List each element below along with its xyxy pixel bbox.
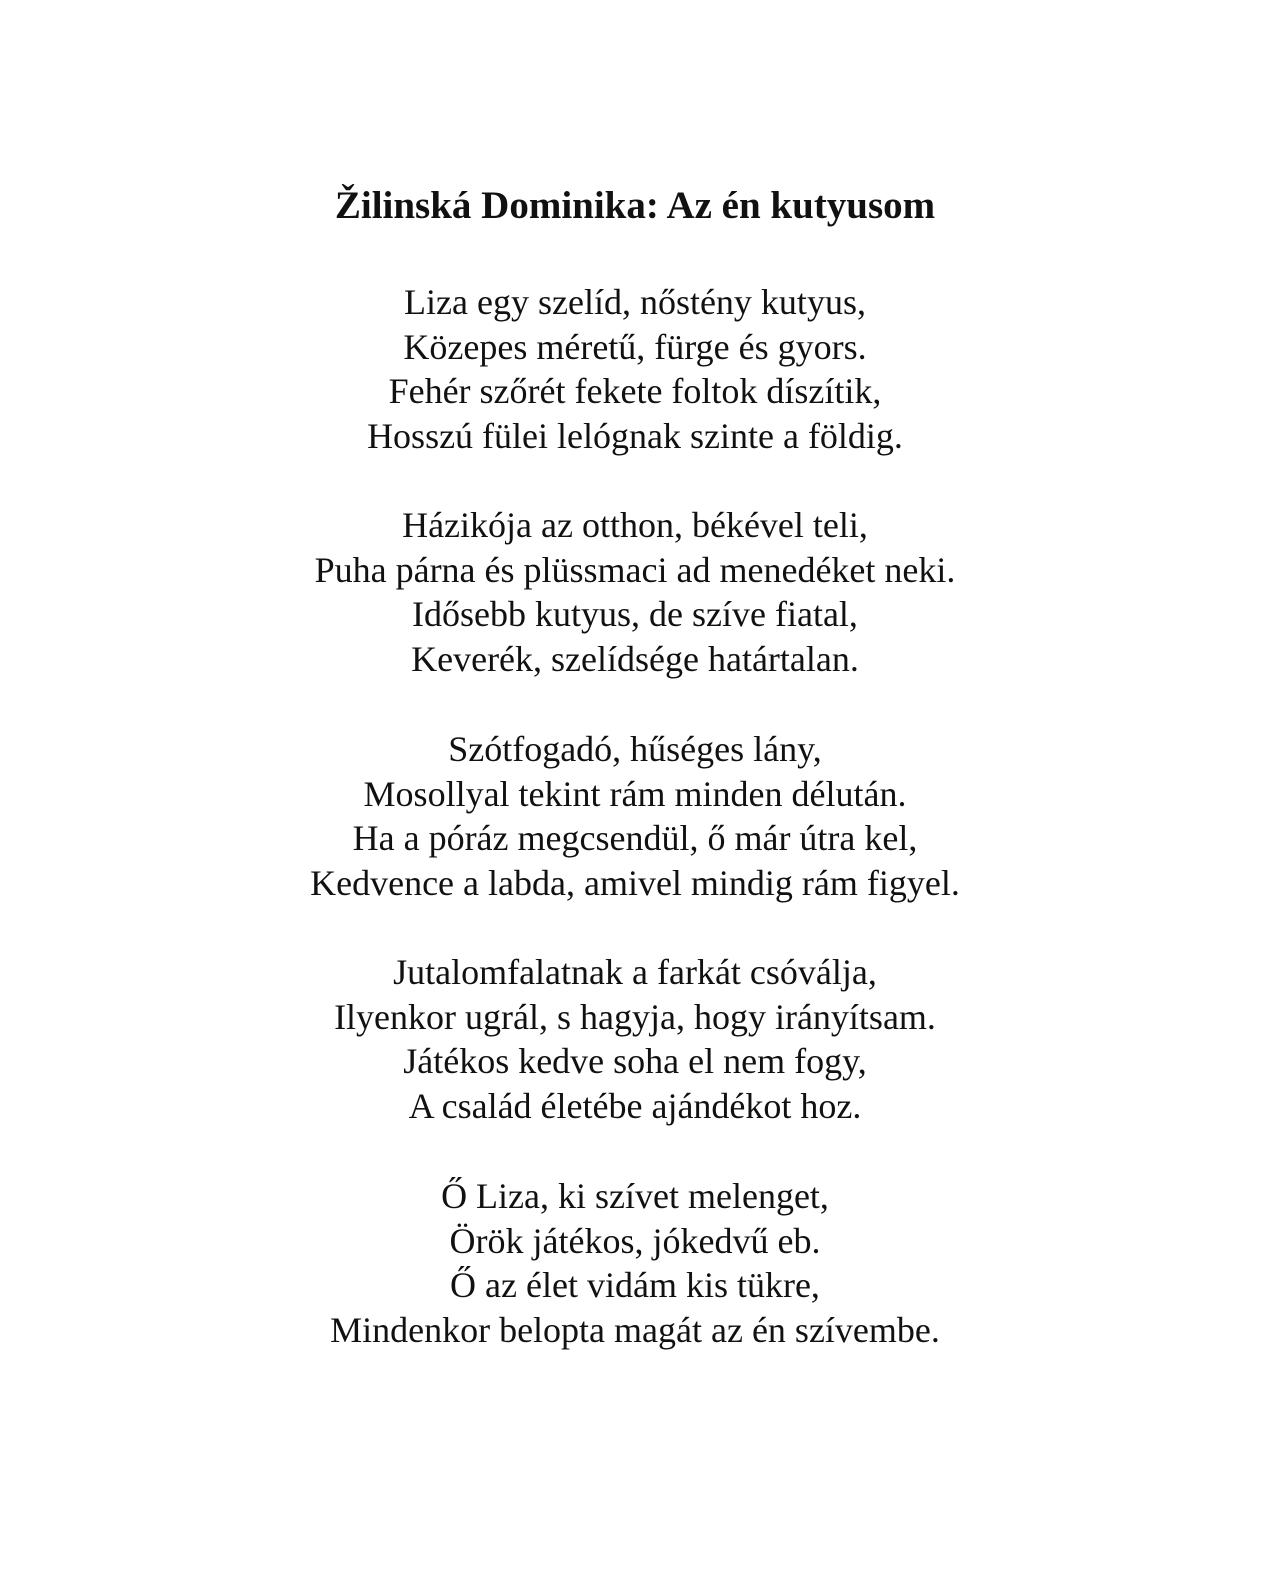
poem-title: Žilinská Dominika: Az én kutyusom bbox=[334, 184, 936, 227]
stanza-line: Örök játékos, jókedvű eb. bbox=[449, 1220, 821, 1261]
stanza-line: Fehér szőrét fekete foltok díszítik, bbox=[388, 371, 882, 411]
stanza-line: Ő az élet vidám kis tükre, bbox=[450, 1265, 820, 1305]
stanza-line: Házikója az otthon, békével teli, bbox=[402, 505, 868, 545]
stanza-line: Idősebb kutyus, de szíve fiatal, bbox=[412, 594, 858, 634]
stanza-line: Liza egy szelíd, nőstény kutyus, bbox=[404, 282, 866, 322]
stanza-line: Ilyenkor ugrál, s hagyja, hogy irányítsam. bbox=[334, 996, 936, 1037]
stanza-line: Ha a póráz megcsendül, ő már útra kel, bbox=[352, 818, 918, 858]
stanza-line: Mosollyal tekint rám minden délután. bbox=[363, 773, 907, 814]
stanza-line: A család életébe ajándékot hoz. bbox=[408, 1085, 862, 1126]
stanza-line: Kedvence a labda, amivel mindig rám figyel. bbox=[310, 862, 960, 903]
stanza-line: Szótfogadó, hűséges lány, bbox=[448, 729, 822, 769]
stanza-1 bbox=[0, 280, 1270, 458]
stanza-line: Puha párna és plüssmaci ad menedéket neki. bbox=[314, 549, 956, 590]
stanza-line: Jutalomfalatnak a farkát csóválja, bbox=[393, 952, 877, 992]
stanza-line: Közepes méretű, fürge és gyors. bbox=[403, 326, 867, 367]
stanza-2 bbox=[0, 503, 1270, 681]
stanza-4 bbox=[0, 950, 1270, 1128]
stanza-5 bbox=[0, 1174, 1270, 1352]
stanza-line: Ő Liza, ki szívet melenget, bbox=[441, 1176, 829, 1216]
stanza-line: Mindenkor belopta magát az én szívembe. bbox=[330, 1309, 940, 1350]
stanza-line: Keverék, szelídsége határtalan. bbox=[411, 638, 859, 679]
stanza-line: Játékos kedve soha el nem fogy, bbox=[403, 1041, 867, 1081]
stanza-line: Hosszú fülei lelógnak szinte a földig. bbox=[367, 415, 903, 456]
stanza-3 bbox=[0, 727, 1270, 905]
